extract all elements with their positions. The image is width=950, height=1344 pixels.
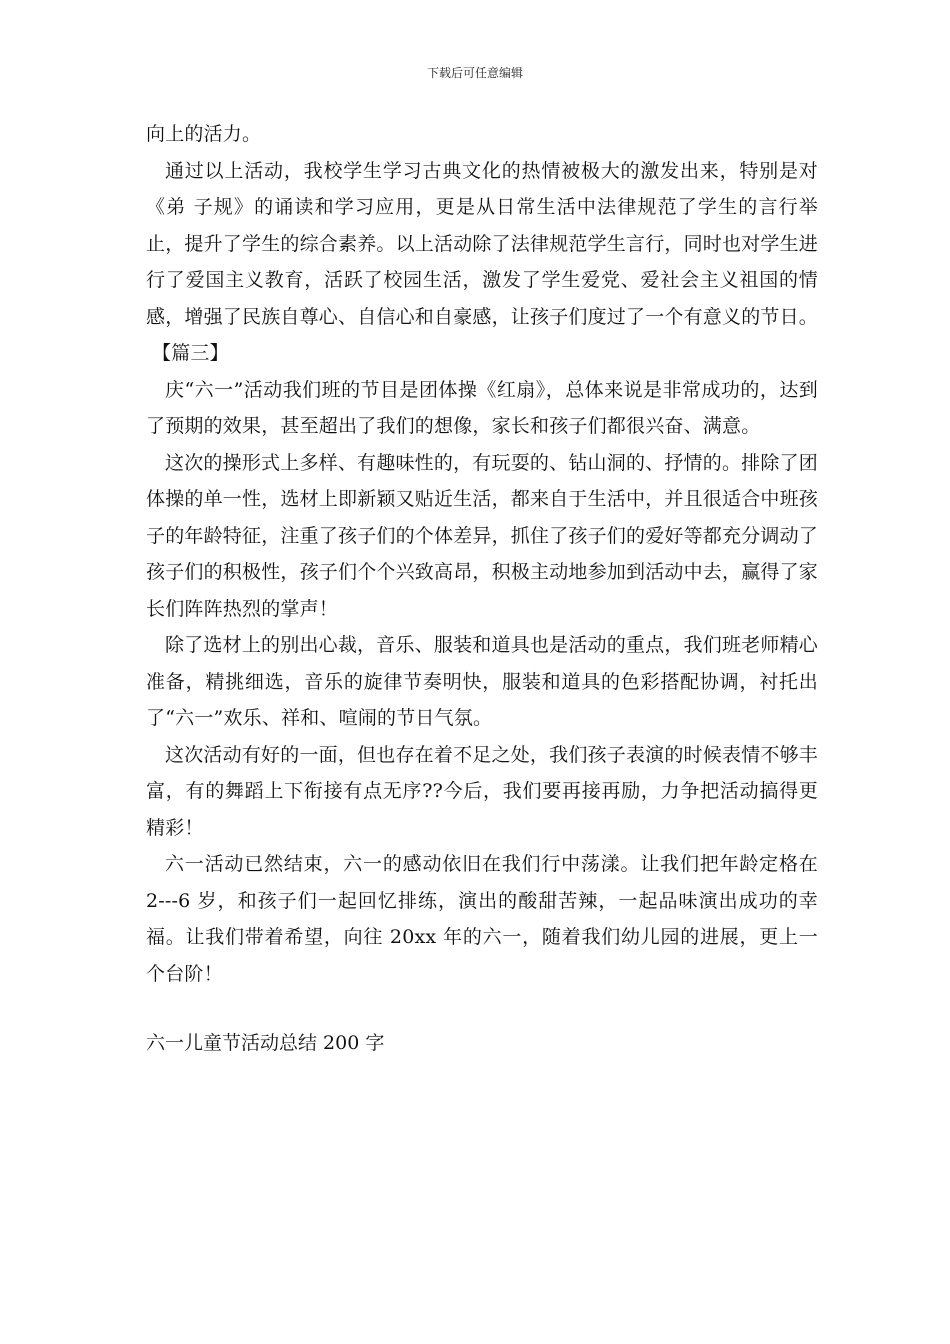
paragraph-performance-intro: 庆“六一”活动我们班的节目是团体操《红扇》，总体来说是非常成功的，达到了预期的效果，甚至超出了我们的想像，家长和孩子们都很兴奋、满意。 [146,378,818,437]
paragraph-conclusion: 六一活动已然结束，六一的感动依旧在我们行中荡漾。让我们把年龄定格在 2---6 岁，和孩子们一起回忆排练，演出的酸甜苦辣，一起品味演出成功的幸福。让我们带着希望，向往 20xx 年的六一，随着我们幼儿园的进展，更上一个台阶！ [146,853,818,985]
next-article-title: 六一儿童节活动总结 200 字 [146,1032,385,1054]
page-header-note: 下载后可任意编辑 [426,66,523,80]
paragraph-continuation: 向上的活力。 [146,123,262,145]
paragraph-music-costume: 除了选材上的别出心裁，音乐、服装和道具也是活动的重点，我们班老师精心准备，精挑细选，音乐的旋律节奏明快，服装和道具的色彩搭配协调，衬托出了“六一”欢乐、祥和、喧闹的节日气氛。 [146,634,818,729]
paragraph-performance-form: 这次的操形式上多样、有趣味性的，有玩耍的、钻山洞的、抒情的。排除了团体操的单一性，选材上即新颖又贴近生活，都来自于生活中，并且很适合中班孩子的年龄特征，注重了孩子们的个体差异，抓住了孩子们的爱好等都充分调动了孩子们的积极性，孩子们个个兴致高昂，积极主动地参加到活动中去，赢得了家长们阵阵热烈的掌声！ [146,451,819,620]
paragraph-activity-summary: 通过以上活动，我校学生学习古典文化的热情被极大的激发出来，特别是对《弟 子规》的诵读和学习应用，更是从日常生活中法律规范了学生的言行举止，提升了学生的综合素养。以上活动除了法律规范学生言行，同时也对学生进行了爱国主义教育，活跃了校园生活，激发了学生爱党、爱社会主义祖国的情感，增强了民族自尊心、自信心和自豪感，让孩子们度过了一个有意义的节日。 [146,159,819,328]
paragraph-shortcomings: 这次活动有好的一面，但也存在着不足之处，我们孩子表演的时候表情不够丰富，有的舞蹈上下衔接有点无序??今后，我们要再接再励，力争把活动搞得更精彩！ [146,743,818,839]
document-body [146,116,818,992]
section-heading-part-three: 【篇三】 [152,342,229,364]
